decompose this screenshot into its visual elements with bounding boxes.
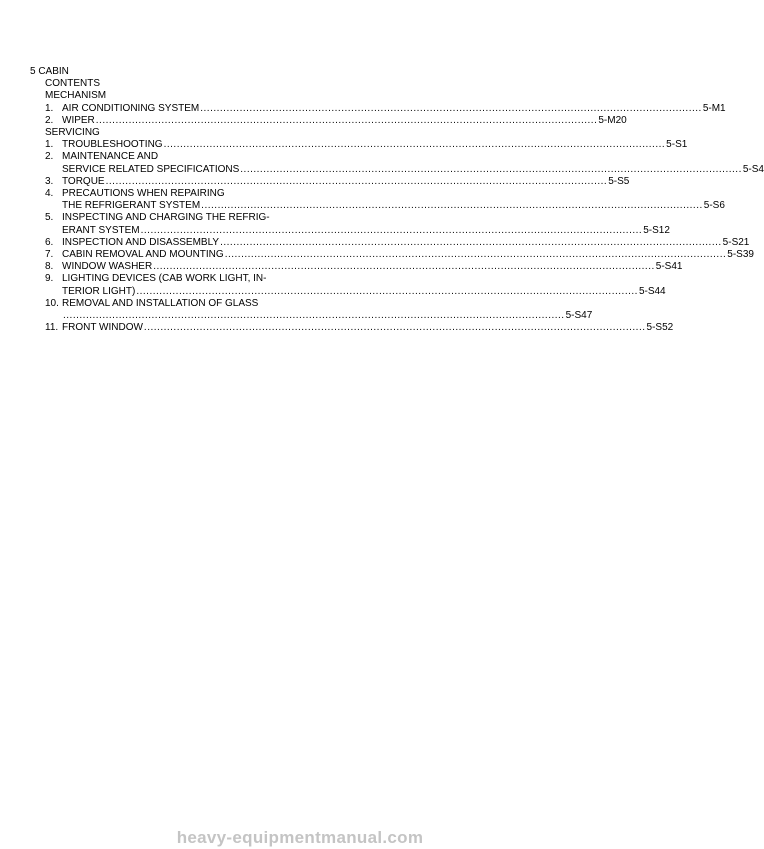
toc-entry[interactable]	[30, 273, 666, 297]
dot-leader	[201, 200, 703, 212]
entry-title: TERIOR LIGHT)	[62, 285, 136, 297]
watermark: heavy-equipmentmanual.com	[176, 828, 424, 847]
mechanism-heading: MECHANISM	[45, 90, 107, 102]
entry-number: 11.	[45, 322, 59, 334]
entry-line	[62, 115, 627, 127]
entry-body	[62, 249, 754, 261]
entry-line	[62, 273, 666, 285]
entry-line	[62, 164, 764, 176]
entry-line	[62, 139, 687, 151]
entry-line	[62, 225, 670, 237]
entry-line	[62, 188, 725, 200]
entry-title: ERANT SYSTEM	[62, 224, 140, 236]
entry-line	[62, 249, 754, 261]
dot-leader	[136, 286, 638, 298]
entry-number: 7.	[45, 249, 54, 261]
toc-entry[interactable]	[30, 297, 593, 322]
page-reference[interactable]: 5-S4	[742, 163, 764, 175]
entry-title: TROUBLESHOOTING	[62, 139, 163, 151]
entry-title: WINDOW WASHER	[62, 261, 153, 273]
entry-title: AIR CONDITIONING SYSTEM	[62, 102, 200, 114]
entry-line	[62, 298, 592, 310]
dot-leader	[220, 237, 722, 249]
page-reference[interactable]: 5-M1	[702, 102, 726, 114]
entry-number: 1.	[45, 139, 54, 151]
toc-entry[interactable]	[30, 175, 630, 188]
servicing-heading: SERVICING	[45, 127, 100, 139]
entry-title: REMOVAL AND INSTALLATION OF GLASS	[62, 297, 259, 309]
entry-number: 9.	[45, 273, 54, 285]
entry-number: 2.	[45, 151, 54, 163]
entry-body	[62, 322, 673, 334]
servicing-list	[30, 139, 764, 334]
entry-body	[62, 188, 725, 212]
chapter-title: 5 CABIN	[30, 66, 69, 77]
entry-title: INSPECTION AND DISASSEMBLY	[62, 236, 220, 248]
page-reference[interactable]: 5-M20	[598, 114, 627, 126]
entry-body	[62, 212, 670, 236]
page-reference[interactable]: 5-S44	[638, 285, 666, 297]
page-reference[interactable]: 5-S12	[643, 224, 670, 236]
toc-entry[interactable]	[30, 139, 688, 151]
entry-title: CABIN REMOVAL AND MOUNTING	[62, 249, 224, 261]
entry-title: SERVICE RELATED SPECIFICATIONS	[62, 163, 240, 175]
page-reference[interactable]: 5-S21	[722, 236, 750, 248]
toc-entry[interactable]	[30, 151, 764, 175]
page-reference[interactable]: 5-S47	[565, 310, 593, 322]
toc-entry[interactable]	[30, 102, 726, 115]
page-reference[interactable]: 5-S39	[727, 249, 754, 261]
entry-number: 8.	[45, 261, 54, 273]
toc-entry[interactable]	[30, 249, 754, 261]
entry-line	[62, 103, 726, 115]
table-of-contents	[30, 66, 764, 334]
entry-title: THE REFRIGERANT SYSTEM	[62, 200, 201, 212]
entry-number: 6.	[45, 236, 54, 248]
entry-number: 1.	[45, 102, 54, 114]
page-reference[interactable]: 5-S1	[666, 139, 688, 151]
dot-leader	[200, 103, 702, 115]
entry-title: MAINTENANCE AND	[62, 151, 159, 163]
toc-entry[interactable]	[30, 188, 725, 212]
toc-entry[interactable]	[30, 114, 627, 127]
entry-title: TORQUE	[62, 175, 105, 187]
entry-body	[62, 103, 726, 115]
entry-line	[62, 286, 666, 298]
entry-number: 10.	[45, 297, 59, 309]
toc-entry[interactable]	[30, 322, 674, 334]
entry-number: 2.	[45, 114, 54, 126]
mechanism-list	[30, 102, 726, 127]
entry-line	[62, 200, 725, 212]
entry-body	[62, 151, 764, 175]
entry-line	[62, 261, 682, 273]
entry-number: 4.	[45, 188, 54, 200]
toc-entry[interactable]	[30, 212, 670, 236]
page-reference[interactable]: 5-S5	[608, 175, 630, 187]
entry-body	[62, 298, 592, 322]
entry-number: 5.	[45, 212, 54, 224]
entry-body	[62, 139, 687, 151]
entry-body	[62, 115, 627, 127]
entry-number: 3.	[45, 175, 54, 187]
dot-leader	[225, 249, 727, 261]
dot-leader	[96, 115, 598, 127]
entry-line	[62, 322, 673, 334]
dot-leader	[240, 164, 742, 176]
dot-leader	[106, 176, 608, 188]
dot-leader	[141, 225, 643, 237]
toc-entry[interactable]	[30, 261, 683, 273]
entry-body	[62, 176, 629, 188]
toc-entry[interactable]	[30, 236, 750, 249]
entry-line	[62, 237, 749, 249]
dot-leader	[63, 310, 565, 322]
entry-line	[62, 151, 764, 163]
entry-line	[62, 310, 592, 322]
entry-body	[62, 237, 749, 249]
entry-line	[62, 212, 670, 224]
dot-leader	[164, 139, 666, 151]
page-reference[interactable]: 5-S52	[646, 322, 674, 334]
entry-line	[62, 176, 629, 188]
contents-heading: CONTENTS	[45, 78, 100, 90]
dot-leader	[153, 261, 655, 273]
entry-title: FRONT WINDOW	[62, 322, 143, 334]
entry-body	[62, 273, 666, 297]
dot-leader	[144, 322, 646, 334]
entry-title: WIPER	[62, 114, 95, 126]
page-reference[interactable]: 5-S41	[655, 261, 683, 273]
entry-title: LIGHTING DEVICES (CAB WORK LIGHT, IN-	[62, 273, 267, 285]
page-reference[interactable]: 5-S6	[703, 200, 725, 212]
entry-body	[62, 261, 682, 273]
entry-title: PRECAUTIONS WHEN REPAIRING	[62, 188, 225, 200]
entry-title: INSPECTING AND CHARGING THE REFRIG-	[62, 212, 270, 224]
